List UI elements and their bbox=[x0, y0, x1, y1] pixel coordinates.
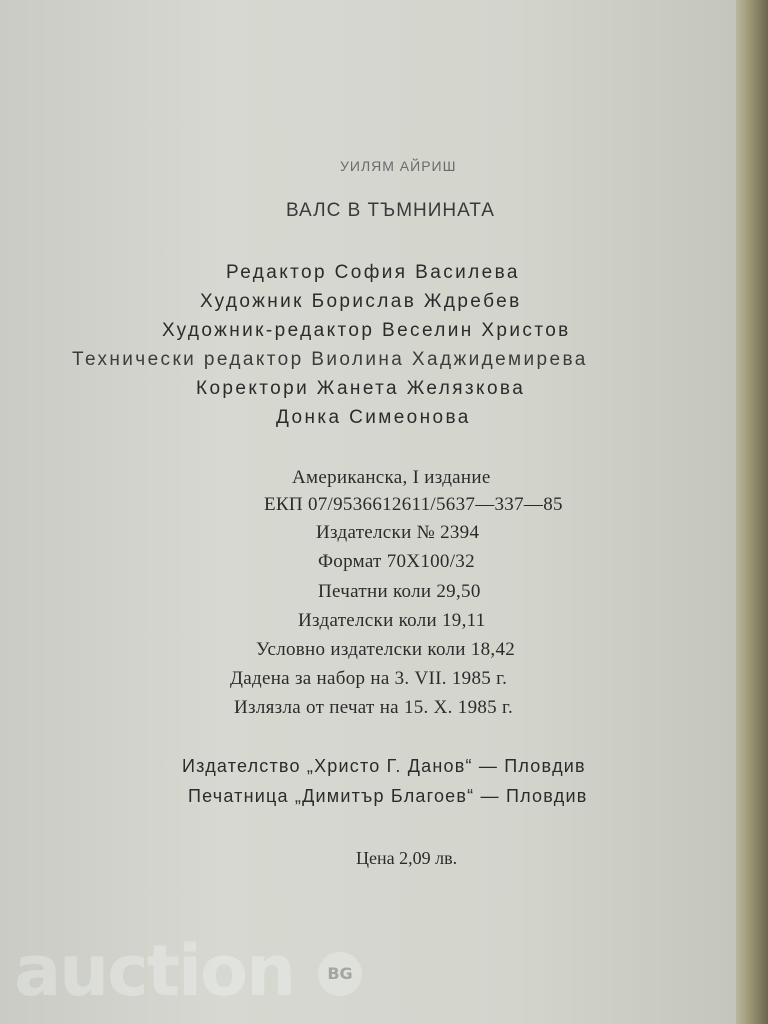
publisher-number: Издателски № 2394 bbox=[316, 522, 480, 543]
typeset-date: Дадена за набор на 3. VII. 1985 г. bbox=[230, 668, 508, 689]
author-name: УИЛЯМ АЙРИШ bbox=[340, 158, 457, 174]
credit-art-editor: Художник-редактор Веселин Христов bbox=[162, 320, 571, 341]
conditional-sheets: Условно издателски коли 18,42 bbox=[256, 639, 516, 660]
credit-proofreader-2: Донка Симеонова bbox=[276, 407, 471, 428]
printed-sheets: Печатни коли 29,50 bbox=[318, 581, 481, 602]
credit-editor: Редактор София Василева bbox=[226, 262, 520, 283]
format-line: Формат 70X100/32 bbox=[318, 551, 475, 572]
publisher-line: Издателство „Христо Г. Данов“ — Пловдив bbox=[182, 756, 586, 776]
watermark-badge: BG bbox=[318, 952, 362, 996]
ekp-code: ЕКП 07/9536612611/5637—337—85 bbox=[264, 494, 563, 515]
print-date: Излязла от печат на 15. X. 1985 г. bbox=[234, 697, 514, 718]
credit-proofreaders: Коректори Жанета Желязкова bbox=[196, 378, 526, 399]
credit-technical-editor: Технически редактор Виолина Хаджидемирева bbox=[72, 349, 588, 370]
page-edge bbox=[736, 0, 768, 1024]
book-title: ВАЛС В ТЪМНИНАТА bbox=[286, 200, 495, 221]
publisher-sheets: Издателски коли 19,11 bbox=[298, 610, 486, 631]
printer-line: Печатница „Димитър Благоев“ — Пловдив bbox=[188, 786, 588, 806]
credit-artist: Художник Борислав Ждребев bbox=[200, 291, 522, 312]
watermark-logo: auction bbox=[14, 930, 294, 1012]
price-line: Цена 2,09 лв. bbox=[356, 848, 458, 868]
edition-line: Американска, I издание bbox=[292, 467, 491, 488]
